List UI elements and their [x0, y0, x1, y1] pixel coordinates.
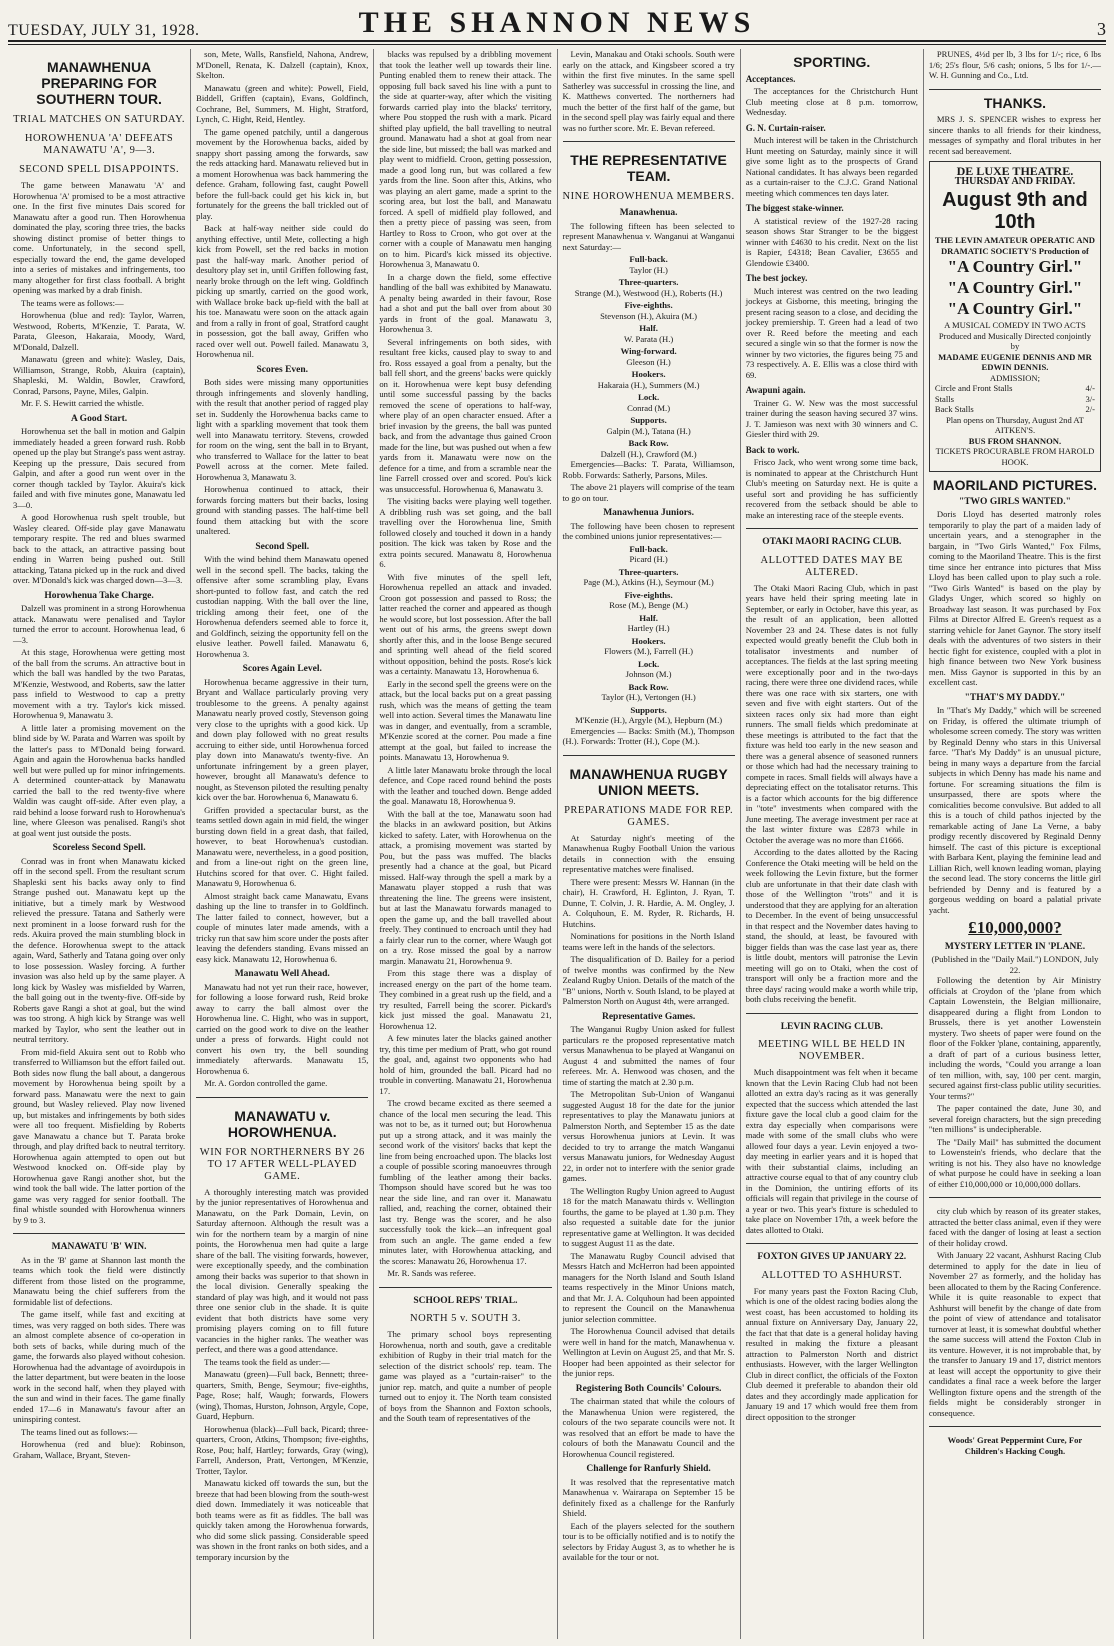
paragraph: Horowhenua (red and blue): Robinson, Graham, Wallace, Bryant, Steven- — [13, 1439, 186, 1460]
team-players: Gleeson (H.) — [626, 356, 671, 367]
paragraph: A little later Manawatu broke through the local defence, and Cope raced round behind the posts with the leather and touched down. Benge added the goal. Manawatu 18, Horowhenua 9. — [379, 764, 552, 806]
section-heading: Manawhenua Juniors. — [603, 508, 694, 518]
team-position: Lock. — [637, 658, 660, 669]
section-heading: Acceptances. — [745, 73, 796, 84]
paragraph: The teams lined out as follows:— — [21, 1426, 138, 1437]
team-players: Flowers (M.), Farrell (H.) — [604, 646, 693, 656]
section-heading: Awapuni again. — [745, 385, 806, 395]
paragraph: Manawatu had not yet run their race, however, for following a loose forward rush, Reid broke away to carry the ball almost over the Horowhenua line. C. Hight, who was in support, carried on the good work to dive on the leather under a press of forwards. Hight could not convert his own try, the bell sounding immediately afterwards. Manawatu 15, Horowhenua 6. — [196, 981, 369, 1076]
team-players: Stevenson (H.), Akuira (M.) — [600, 310, 698, 321]
column-4 — [558, 49, 741, 1639]
paragraph: Horowhenua became aggressive in their turn, Bryant and Wallace particularly proving very troublesome to the greens. A penalty against Manawatu nearly proved costly, Stevenson going very close to the uprights with a good kick. Up and down play followed with no great results accruing to either side, until Horowhenua forced play down into Manawatu's twenty-five. An unfortunate infringement by a green player, however, brought all Manawatu's defence to nought, as Stevenson piloted the resulting penalty kick over the bar. Horowhenua 6, Manawatu 6. — [196, 676, 369, 802]
paragraph: The game itself, while fast and exciting at times, was very ragged on both sides. There was an almost complete absence of co-operation in both sets of backs, while during much of the game, the forwards also played without cohesion. Horowhenua had the advantage of avoirdupois in the latter department, but were beaten in the loose work in the second half, when they played with the sun and wind in their faces. The game finally ended 17—6 in Manawatu's favour after an uninspiring contest. — [13, 1309, 186, 1424]
paragraph: Trainer G. W. New was the most successful trainer during the season having secured 37 wins. J. T. Jamieson was next with 30 winners and C. Giesler third with 29. — [745, 397, 918, 439]
team-position: Lock. — [637, 392, 660, 402]
paragraph: A thoroughly interesting match was provided by the junior representatives of Horowhenua and Manawatu, on the Park Domain, Levin, on Saturday afternoon. Although the result was a win for the northern team by a margin of nine points, the Horowhenua men had quite a large share of the ball. The visiting forwards, however, were exceptionally speedy, and the combination among their backs was superior to that shown in the local division. Generally speaking the standard of play was high, and it would not pass three one senior club in the shade. It is quite evident that both districts have some very promising players coming on to fill future vacancies in the higher ranks. The weather was perfect, and there was a good attendance. — [196, 1186, 369, 1354]
masthead — [8, 6, 1106, 42]
price-label: Back Stalls — [934, 404, 974, 414]
paragraph: The visiting backs were playing well together. A dribbling rush was set going, and the ball travelling over the Horowhenua line, Smith followed closely and touched it down in a handy position. The kick was taken by Rose and the extra points secured. Manawatu 8, Horowhenua 6. — [379, 496, 552, 569]
team-position: Three-quarters. — [618, 566, 679, 577]
paragraph: The Wellington Rugby Union agreed to August 18 for the match Manawatu thirds v. Wellington fourths, the game to be played at 1.30 p.m. They also requested a suitable date for the junior representative game at Wellington. It was decided to suggest August 11 as the date. — [562, 1185, 735, 1248]
ad-bus: BUS FROM SHANNON. — [968, 435, 1062, 446]
headline-sporting: SPORTING. — [793, 54, 871, 70]
dateline: (Published in the "Daily Mail.") LONDON, July 22. — [931, 954, 1099, 975]
team-position: Hookers. — [631, 635, 666, 646]
team-players: Dalzell (H.), Crawford (M.) — [600, 448, 697, 459]
paragraph: Several infringements on both sides, with resultant free kicks, caused play to sway to and fro. Ross essayed a goal from a penalty, but the ball fell short, and the greens' backs were quickly on it. Horowhenua were kept busy defending until some successful passing by the backs removed the scene of operations to half-way, where play of an open character ensued. After a brief invasion by the greens, the ball was punted back, and from the advantage thus gained Croon made for the line, but was pushed out when a few yards from it. Manawatu were now on the defence for a time, and from a scramble near the line Farrell crossed over and scored. Pou's kick was unsuccessful. Horowhenua 6, Manawatu 3. — [379, 336, 552, 494]
ad-show: "A Country Girl." — [947, 299, 1083, 318]
paragraph: Griffen provided a spectacular burst, as the teams settled down again in mid field, the winger bursting down field in a great dash, that failed, however, to beat Horowhenua's custodian. Manawatu were, nevertheless, in a good position, and from a line-out right on the green line, Hutchins scored for that over. C. Hight failed. Manawatu 9, Horowhenua 6. — [196, 804, 369, 888]
team-position: Back Row. — [628, 438, 669, 448]
paragraph: Much disappointment was felt when it became known that the Levin Racing Club had not been allotted an extra day's racing as it was generally expected that the success which attended the last fixture gave the local club a good claim for the extra day especially when comparisons were made with some of the small clubs who were allowed four days a year. Levin enjoyed a two-day meeting in earlier years and it is hoped that with their substantial claims, including an attractive course equal to that of any country club in the Dominion, the untiring efforts of its officials will regain that privilege in the course of a year or two. This year's fixture is scheduled to take place on November 17th, a week before the dates allotted to Otaki. — [745, 1067, 918, 1235]
team-position: Supports. — [630, 415, 667, 425]
team-position: Back Row. — [628, 681, 669, 692]
ad-show: "A Country Girl." — [947, 257, 1083, 276]
paragraph: The game opened patchily, until a dangerous movement by the Horowhenua backs, aided by snappy short passing among the forwards, saw the reds attacking hard. Manawatu relieved but in a moment Horowhenua was back hammering the defence. Graham, following fast, caught Powell before the full-back could get his kick in, but fortunately for the greens the ball trickled out of play. — [196, 126, 369, 221]
paragraph: Dalzell was prominent in a strong Horowhenua attack. Manawatu were penalised and Taylor turned the error to account. Horowhenua lead, 6—3. — [13, 603, 186, 645]
paragraph: Manawatu (green)—Full back, Bennett; three-quarters, Smith, Benge, Seymour; five-eighths, Page, Rose; half, Waugh; forwards, Flowers (wing), Thomas, Hurston, Johnson, Argyle, Cope, Guard, Hepburn. — [196, 1369, 369, 1421]
paragraph: The Wanganui Rugby Union asked for fullest particulars re the proposed representative match versus Manawhenua to be played at Wanganui on August 4 and submitted the names of four referees. Mr. A. Henwood was chosen, and the time of starting the match at 2.30 p.m. — [562, 1024, 735, 1087]
team-position: Three-quarters. — [618, 277, 679, 287]
section-heading: Back to work. — [745, 444, 800, 455]
section-heading: Representative Games. — [601, 1011, 696, 1022]
paragraph: The above 21 players will comprise of the team to go on tour. — [562, 482, 735, 503]
paragraph: The game between Manawatu 'A' and Horowhenua 'A' promised to be a most attractive one. In the first five minutes Dais scored for Manawatu after a good run. Then Horowhenua dominated the play, scoring three tries, the backs showing distinct promise of better things to come. Unfortunately, in the second spell, especially toward the end, the game developed into a series of mistakes and infringements, too many altogether for first class football. A bright opening was marked by a drab finish. — [13, 180, 186, 295]
section-heading: Second Spell. — [255, 541, 310, 552]
paragraph: The following fifteen has been selected to represent Manawhenua v. Wanganui at Wanganui next Saturday:— — [562, 220, 735, 252]
column-6 — [924, 49, 1106, 1639]
section-heading: Scores Even. — [256, 364, 309, 375]
price-label: Circle and Front Stalls — [934, 383, 1013, 393]
paragraph: Much interest was centred on the two leading jockeys at Gisborne, this meeting, bringing the present racing season to a close, and deciding the jockey premiership. T. Green had a lead of two over R. Reed before the meeting and each secured a single win so that the former is now the winner by two victories, the figures being 75 and 73 respectively. A. E. Ellis was a close third with 69. — [745, 285, 918, 380]
headline-maoriland: MAORILAND PICTURES. — [932, 477, 1097, 493]
team-position: Wing-forward. — [620, 346, 677, 356]
paragraph: Manawatu (green and white): Powell, Field, Biddell, Griffen (captain), Evans, Goldfinch, Cochrane, Bel, Summers, M. Hight, Stratford, Lynch, C. Hight, Reid, Hentley. — [196, 82, 369, 124]
page-number: 3 — [1097, 19, 1106, 39]
section-heading: Manawatu Well Ahead. — [234, 969, 330, 979]
price-row — [935, 394, 1095, 405]
team-players: Taylor (H.) — [629, 264, 668, 275]
headline-manawatu-b: MANAWATU 'B' WIN. — [51, 1242, 147, 1252]
price-row — [935, 404, 1095, 415]
paragraph: The disqualification of D. Bailey for a period of twelve months was confirmed by the New Zealand Rugby Union. Details of the match of the "B" unions, North v. South Island, to be played at Palmerston North on August 4th, were arranged. — [562, 954, 735, 1006]
headline-mystery-letter: MYSTERY LETTER IN 'PLANE. — [944, 941, 1086, 952]
paragraph: From this stage there was a display of increased energy on the part of the home team. They combined in a great rush up the field, and a try resulted, Farrell being the scorer. Pickard's kick just missed the goal. Manawatu 21, Horowhenua 12. — [379, 968, 552, 1031]
team-players: M'Kenzie (H.), Argyle (M.), Hepburn (M.) — [575, 715, 723, 725]
columns — [8, 49, 1106, 1639]
subhead: HOROWHENUA 'A' DEFEATS MANAWATU 'A', 9—3. — [24, 133, 174, 156]
paragraph: As in the 'B' game at Shannon last month the teams which took the field were distinctly different from those listed on the programme, Manawatu being the chief sufferers from the formidable list of defections. — [13, 1254, 186, 1307]
paragraph: Doris Lloyd has deserted matronly roles temporarily to play the part of a maiden lady of uncertain years, and a stenographer in the bargain, in "Two Girls Wanted," Fox Films, coming to the Maoriland Theatre. This is the first time since her entrance into pictures that Miss Lloyd has been called upon to play such a role. "Two Girls Wanted" is based on the play by Gladys Unger, which scored so highly on Broadway last season. It was purchased by Fox Films at Director Alfred E. Green's request as a starring vehicle for Janet Gaynor. The story itself deals with the adventures of two sisters in their hectic fight for existence, coupled with a plot in high finance between two New York business men. Miss Gaynor is supported in this by an excellent cast. — [928, 509, 1102, 687]
team-players: Conrad (M.) — [627, 402, 671, 413]
section-heading: Scoreless Second Spell. — [52, 843, 146, 853]
paragraph: Mr. R. Sands was referee. — [387, 1268, 476, 1278]
thanks-notice: MRS J. S. SPENCER wishes to express her sincere thanks to all friends for their kindness, messages of sympathy and floral tributes in her recent sad bereavement. — [928, 114, 1102, 156]
paragraph: Levin, Manakau and Otaki schools. South were early on the attack, and Kingsbeer scored a try within the first five minutes. In the same spell Satherley was successful in crossing the line, and K. Matthews converted. The northerners had much the better of the first half of the game, but in the second spell play was fairly equal and there was no further score. Mr. E. Bevan refereed. — [562, 49, 735, 133]
paragraph: Frisco Jack, who went wrong some time back, is nominated to appear at the Christchurch Hunt Club's meeting on Saturday next. He is quite a useful sort and providing he has sufficiently recovered from the setback should be able to make an interesting race of the steeple events. — [745, 457, 918, 520]
paragraph: A good Horowhenua rush spelt trouble, but Wasley cleared. Off-side play gave Manawatu temporary respite. The red and blues swarmed back to the attack, an attractive passing bout ending in Warren being pushed out. Still attacking, Tatana picked up in the ruck and dived over. M'Donald's kick was charged down—3—3. — [13, 512, 186, 585]
subhead: NINE HOROWHENUA MEMBERS. — [562, 191, 735, 202]
headline-foxton: FOXTON GIVES UP JANUARY 22. — [757, 1252, 907, 1262]
team-position: Hookers. — [631, 369, 666, 379]
column-1 — [8, 49, 191, 1639]
paragraph: Emergencies—Backs: T. Parata, Williamson, Robb. Forwards: Satherly, Parsons, Miles. — [562, 459, 735, 480]
paragraph: In "That's My Daddy," which will be screened on Friday, is offered the ultimate triumph of wholesome screen comedy. The story was written by Reginald Denny who stars in this Universal farce. "That's My Daddy" is an unusual picture, being in many ways a departure from the farcial subjects in which Denny has made his name and fortune. For screaming situations the film is unsurpassed, there are spots where the comicalities become convulsive. But added to all this is a touch of child pathos injected by the remarkable acting of Jane La Verne, a baby prodigy recently discovered by Reginald Denny himself. The cast of this picture is exceptional with Barbara Kent, playing the feminine lead and Lillian Rich, well known leading woman, playing the second lead. The story concerns the little girl befriended by Denny and is featured by a gorgeous wedding on board a palatial private yacht. — [928, 705, 1102, 915]
paragraph: Manawatu (green and white): Wasley, Dais, Williamson, Strange, Robb, Akuira (captain), Shapleski, M. Waldin, Bowler, Crawford, Conrad, Parsons, Payne, Miles, Galpin. — [13, 354, 186, 396]
paragraph: blacks was repulsed by a dribbling movement that took the leather well up towards their line. Punting enabled them to renew their attack. The opposing full back saved his line with a punt to the side at quarter-way, after which the visiting forwards carried play into the blacks' territory, where Pou stopped the rush with a mark. Picard shifted play upfield, the ball travelling to neutral ground. Manawatu had a shot at goal from near the side line, but missed; the ball was marked and play went to midfield. Croon, getting possession, made a good long run, but was collared a few yards from the line. Soon after this, Atkins, who was playing an alert game, made a sprint to the scoring area, but lost the ball, and Manawatu forced. A spell of midfield play followed, and then a pretty piece of passing was seen, from Hartley to Ross to Croon, who got over at the corner with a couple of Manawatu men hanging on to him. Picard's kick missed its objective. Horowhenua 3, Manawatu 0. — [379, 49, 552, 269]
paragraph: Manawatu kicked off towards the sun, but the breeze that had been blowing from the south-west died down. Immediately it was noticeable that both teams were as fit as fiddles. The ball was quickly taken among the Horowhenua forwards, who did some slick passing. Considerable speed was shown in the front ranks on both sides, and a temporary incursion by the — [196, 1478, 369, 1562]
team-players: Strange (M.), Westwood (H.), Roberts (H.) — [574, 287, 723, 298]
advert-prunes: PRUNES, 4½d per lb, 3 lbs for 1/-; rice, 6 lbs 1/6; 25's flour, 5/6 cash; onions, 5 lbs for 1/-.—W. H. Gunning and Co., Ltd. — [928, 49, 1102, 80]
subhead: PREPARATIONS MADE FOR REP. GAMES. — [564, 804, 734, 828]
team-position: Full-back. — [629, 543, 668, 554]
team-players: Page (M.), Atkins (H.), Seymour (M.) — [583, 577, 714, 587]
price-row — [935, 383, 1095, 394]
headline-manawatu-v-horowhenua: MANAWATU v. HOROWHENUA. — [227, 1107, 337, 1140]
newspaper-title: THE SHANNON NEWS — [358, 6, 756, 39]
paragraph: Mr. A. Gordon controlled the game. — [204, 1078, 328, 1088]
paragraph: Each of the players selected for the southern tour is to be officially notified and is to notify the selectors by Friday August 3, as to whether he is available for the tour or not. — [562, 1520, 735, 1562]
team-position: Full-back. — [629, 254, 668, 264]
price-value: 4/- — [1085, 383, 1096, 393]
price-value: 2/- — [1085, 404, 1096, 414]
paragraph: Following the detention by Air Ministry officials at Croydon of the 'plane from which Captain Lowenstein, the Belgian millionaire, disappeared during a flight from London to Brussels, there is yet another Lowenstein mystery. Two sheets of paper were found on the floor of the Fokker 'plane, containing, apparently, a draft of part of a curious business letter, including the words, "Could you arrange a loan of ten million, with, say, 100 per cent. margin, secured against first-class public utility securities. Your terms?" — [928, 975, 1102, 1101]
paragraph: The following have been chosen to represent the combined unions junior representatives:— — [562, 520, 735, 541]
paragraph: Early in the second spell the greens were on the attack, but the local backs put on a great passing rush, which was the means of getting the team well into action. Several times the Manawatu line was in danger, and eventually, from a scramble, M'Kenzie scored at the corner. Pou made a fine attempt at the goal, but failed to increase the points. Manawatu 13, Horowhenua 9. — [379, 678, 552, 762]
paragraph: Horowhenua (blue and red): Taylor, Warren, Westwood, Roberts, M'Kenzie, T. Parata, W. Parata, Gleeson, Hakaraia, Moody, Ward, M'Donald, Dalzell. — [13, 310, 186, 352]
headline-school-reps: SCHOOL REPS' TRIAL. — [413, 1295, 518, 1306]
column-2 — [191, 49, 374, 1639]
paragraph: Nominations for positions in the North Island teams were left in the hands of the selectors. — [562, 931, 735, 952]
subhead: SECOND SPELL DISAPPOINTS. — [19, 164, 180, 175]
paragraph: The "Daily Mail" has submitted the document to Lowenstein's friends, who declare that the writing is not his. They also have no knowledge of what purpose he could have in seeking a loan of either £10,000,000 or 10,000,000 dollars. — [928, 1136, 1102, 1189]
paragraph: The teams were as follows:— — [21, 297, 124, 308]
headline-union-meets: MANAWHENUA RUGBY UNION MEETS. — [569, 765, 728, 798]
section-heading: G. N. Curtain-raiser. — [745, 122, 826, 133]
paragraph: A statistical review of the 1927-28 racing season shows Star Stranger to be the biggest winner with £4630 to his credit. Next on the list is Rapier, £4318; Bean Cavalier, £3655 and Glendowie £3400. — [745, 215, 918, 268]
headline-ten-million: £10,000,000? — [968, 918, 1062, 937]
paragraph: The Horowhenua Council advised that details were well in hand for the match, Manawhenua v. Wellington at Levin on August 25, and that Mr. S. Hooper had been appointed as their selector for the junior reps. — [562, 1326, 735, 1378]
paragraph: A few minutes later the blacks gained another try, this time per medium of Pratt, who got round the goal, and, against two opponents who had hold of him, grounded the ball. Picard had no trouble in converting. Manawatu 21, Horowhenua 17. — [379, 1033, 552, 1096]
headline-representative-team: THE REPRESENTATIVE TEAM. — [570, 152, 727, 184]
paragraph: There were present: Messrs W. Hannan (in the chair), H. Crawford, H. Eglinton, J. Ryan, T. Dunne, T. Colvin, J. R. Hardie, A. M. Ongley, J. A. Colquhoun, E. M. Ryder, R. Richards, H. Hutchins. — [562, 876, 735, 929]
team-position: Half. — [639, 612, 659, 623]
paragraph: The Metropolitan Sub-Union of Wanganui suggested August 18 for the date for the junior representatives to play the Manawatu juniors at Palmerston North, and September 15 as the date versus Horowhenua juniors at Levin. It was decided to try to arrange the match Wanganui versus Manawatu juniors, for Wednesday August 22, in order not to interfere with the senior grade games. — [562, 1089, 735, 1183]
paragraph: Mr. F. S. Hewitt carried the whistle. — [21, 398, 144, 408]
paragraph: The Otaki Maori Racing Club, which in past years have held their spring meeting late in September, or early in October, have this year, as the result of an application, been allotted November 23 and 24. These dates is not fully expected would greatly benefit the Club both in totalisator investments and number of acceptances. The fields at the last spring meeting were exceptionally poor and in the two-days racing, there were three one dividend races, while there was one race with six starters, one with seven and five with eight starters. Out of the sixteen races only six had more than eight runners. The small fields which predominate at these meetings is attributed to the fact that the fixture was held too early in the new season and there was a general absence of seasoned runners or those which had had the necessary training to compete in races. Small fields will always have a depreciating effect on the totalisator returns. This is a factor which accounts for the big difference in "tote" investments when compared with the June meeting. The average investment per race at the last winter fixture was £2873 while in October the average was no more than £1666. — [745, 582, 918, 845]
paragraph: For many years past the Foxton Racing Club, which is one of the oldest racing bodies along the west coast, has been accustomed to holding its annual fixture on Anniversary Day, January 22, the fact that that date is a general holiday having resulted in making the fixture a pleasant attraction to Palmerston North and district enthusiasts. However, with the larger Wellington Club in direct conflict, the officials of the Foxton Club deemed it preferable to abandon their old dates and they accordingly made application for January 19 and 17 which would free them from direct opposition to the stronger — [745, 1285, 918, 1422]
subhead: ALLOTTED DATES MAY BE ALTERED. — [760, 554, 903, 578]
team-players: Hartley (H.) — [627, 623, 670, 633]
paragraph: Almost straight back came Manawatu, Evans dashing up the line to transfer in to Goldfinch. The latter failed to connect, however, but a couple of minutes later made amends, with a tricky run that saw him score under the posts after leaving the defenders standing. Evans missed an easy kick. Manawatu 12, Horowhenua 6. — [196, 890, 369, 964]
paragraph: It was resolved that the representative match Manawhenua v. Wairarapa on September 15 be definitely fixed as a challenge for the Ranfurly Shield. — [562, 1476, 735, 1518]
ad-directors: MADAME EUGENIE DENNIS AND MR EDWIN DENNIS. — [938, 351, 1092, 372]
paragraph: Back at half-way neither side could do anything effective, until Mete, collecting a high kick from Powell, set the red backs in motion past the half-way mark. Another period of desultory play set in, until Griffen following fast, nearly broke through on the left wing. Goldfinch picking up smartly, carried on the good work, with Wallace broke back up-field with the ball at his toe. Manawatu were soon on the attack again and from a rally in front of goal, Stratford caught in possession, got the ball away, Griffen who raced over well out. Powell failed. Manawatu 3, Horowhenua nil. — [196, 223, 369, 359]
paragraph: According to the dates allotted by the Racing Conference the Otaki meeting will be held on the week following the Levin fixture, but the former club are unfortunate in that their date clash with those of the Wellington "trots" and it is understood that they are applying for an alteration to December. In the event of being unsuccessful in that respect and the November dates having to stand, the should, at least, be favoured with bigger fields than was the case last year as, there is little doubt, mentors will patronise the Levin meeting will go on to Otaki, when the cost of transport will only be a fraction more and the three days' racing would make a worth while trip, both clubs receiving the benefit. — [745, 847, 918, 1004]
ad-admission: ADMISSION; — [989, 372, 1041, 383]
paragraph: At this stage, Horowhenua were getting most of the ball from the scrums. An attractive bout in which the ball was handled by the two Paratas, M'Kenzie, Westwood, and Roberts, saw the latter pass infield to Westwood to cap a pretty movement with a try. Taylor's kick missed. Horowhenua 9, Manawatu 3. — [13, 647, 186, 720]
paragraph: The acceptances for the Christchurch Hunt Club meeting close at 8 p.m. tomorrow, Wednesday. — [745, 86, 918, 117]
paragraph: With January 22 vacant, Ashhurst Racing Club determined to apply for the date in lieu of November 27 as formerly, and the holiday has been allocated to them by the Racing Conference. While it is quite reasonable to expect that Ashhurst will benefit by the change of date from the point of view of attendance and totalisator turnover at least, it is somewhat doubtful whether the same success will attend the Foxton Club in its venture. However, it is not improbable that, by the transfer to January 19 and 17, district mentors at least will accept the opportunity to give their candidates a final race a week before the larger Wellington fixture opens and the strength of the fields might be considerably stronger in consequence. — [928, 1250, 1102, 1418]
paragraph: Much interest will be taken in the Christchurch Hunt meeting on Saturday, mainly since it will give some light as to the prospects of Grand National candidates. It has always been regarded as a curtain-raiser to the C.J.C. Grand National meeting which commences ten days later. — [745, 135, 918, 198]
paragraph: Emergencies — Backs: Smith (M.), Thompson (H.). Forwards: Trotter (H.), Cope (M.). — [562, 725, 735, 746]
paragraph: The paper contained the date, June 30, and several foreign characters, but the sign preceding "ten millions" is undecipherable. — [928, 1103, 1102, 1134]
paragraph: At Saturday night's meeting of the Manawhenua Rugby Football Union the various details in connection with the ensuing representative matches were finalised. — [562, 832, 735, 874]
price-value: 3/- — [1085, 393, 1096, 404]
section-heading: The biggest stake-winner. — [745, 203, 844, 213]
thanks-heading: THANKS. — [983, 94, 1047, 111]
paragraph: The chairman stated that while the colours of the Manawhenua Union were registered, the colours of the two separate councils were not. It was resolved that an effort be made to have the colours of both the Manawatu Council and the Horowhenua Council registered. — [562, 1396, 735, 1459]
ad-dates: August 9th and 10th — [942, 189, 1088, 233]
paragraph: The Manawatu Rugby Council advised that Messrs Hatch and McHerron had been appointed managers for the North Island and South Island teams respectively in the Minor Unions match, and that Mr. J. A. Colquhoun had been appointed to represent the Council on the Manawhenua junior selection committee. — [562, 1250, 735, 1324]
section-heading: A Good Start. — [70, 413, 128, 424]
paragraph: From mid-field Akuira sent out to Robb who transferred to Williamson but the effort failed out. Both sides now flung the ball about, a dangerous movement by Horowhenua being spoilt by a forward pass. Manawatu were the next to gain ground, but Wasley relieved. Play now livened up, but mistakes and infringements by both sides were all too frequent. Misfielding by Roberts gave Manawatu a chance but T. Parata broke through, and play drifted back to neutral territory. Horowhenua again attempted to open out but Westwood knocked on. Off-side play by Horowhenua gave Rangi another shot, but the wind took the ball wide. The latter portion of the game was very ragged for senior football. The final whistle sounded with Horowhenua winners by 9 to 3. — [13, 1046, 186, 1225]
paragraph: With the wind behind them Manawatu opened well in the second spell. The backs, taking the offensive after some scrambling play, Evans short-punted to follow fast, and catch the red custodian napping. With the ball over the line, trickling among their feet, one of the Horowhenua defenders seemed able to force it, and Goldfinch, seizing the opportunity fell on the elusive leather. Powell failed. Manawatu 6, Horowhenua 3. — [196, 554, 369, 659]
section-heading: Registering Both Councils' Colours. — [575, 1383, 722, 1394]
headline-levin: LEVIN RACING CLUB. — [780, 1021, 883, 1032]
theatre-advert — [929, 161, 1101, 472]
price-label: Stalls — [934, 393, 954, 404]
ad-days: THURSDAY AND FRIDAY. — [954, 175, 1076, 187]
paragraph: Conrad was in front when Manawatu kicked off in the second spell. From the resultant scrum Shapleski sent his backs away only to find Strange pushed out. Manawatu kept up the initiative, but a timely mark by Westwood relieved the pressure. Tatana and Satherly were next prominent in a loose forward rush for the reds. Akuira proved the main stumbling block in the defence. Horowhenua swept to the attack again, Ward, Satherly and Tatana going over only to lose possession. Wasley forcing. A further invasion was also held up by the same player. A long kick by Wasley was misfielded by Warren, the ball going out in the twenty-five. Off-side by Roberts gave Rangi a shot at goal, but the wind was too strong. A high kick by Strange was well marked by Taylor, who sent the leather out in neutral territory. — [13, 855, 186, 1044]
paragraph: Horowhenua continued to attack, their forwards forcing matters but their backs, losing ground with standing passes. The half-time bell found them attacking but with the score unaltered. — [196, 484, 369, 536]
team-position: Half. — [639, 323, 659, 333]
team-players: Rose (M.), Benge (M.) — [609, 600, 688, 610]
paragraph: Horowhenua (black)—Full back, Picard; three-quarters, Croon, Atkins, Thompson; five-eighths, Rose, Pou; half, Hartley; forwards, Gray (wing), Farrell, Anderson, Pratt, Vertongen, M'Kenzie, Trotter, Taylor. — [196, 1423, 369, 1476]
ad-show: "A Country Girl." — [947, 278, 1083, 297]
issue-date: TUESDAY, JULY 31, 1928. — [8, 22, 200, 39]
paragraph: son, Mete, Walls, Ransfield, Nahona, Andrew, M'Donell, Renata, K. Dalzell (captain), Knox, Skelton. — [196, 49, 369, 80]
ad-description: A MUSICAL COMEDY IN TWO ACTS Produced and Musically Directed conjointly by — [938, 320, 1092, 351]
section-heading: Scores Again Level. — [242, 664, 322, 674]
team-players: Galpin (M.), Tatana (H.) — [606, 425, 691, 436]
paragraph: In a charge down the field, some effective handling of the ball was exhibited by Manawatu. A penalty being awarded in their favour, Rose had a shot and put the ball over from about 30 yards in front of the goal. Manawatu 3, Horowhenua 3. — [379, 271, 552, 334]
section-heading: Challenge for Ranfurly Shield. — [586, 1464, 711, 1474]
column-5 — [741, 49, 924, 1639]
paragraph: The primary school boys representing Horowhenua, north and south, gave a creditable exhibition of Rugby in their trial match for the selection of the district schools' rep. team. The game was played as a "curtain-raiser" to the junior rep. match, and quite a number of people turned out to enjoy it. The North team consisted of boys from the Shannon and Foxton schools, and the South team of representatives of the — [379, 1329, 552, 1423]
team-position: Five-eighths. — [624, 589, 673, 600]
ad-society: THE LEVIN AMATEUR OPERATIC AND DRAMATIC SOCIETY'S Production of — [934, 235, 1095, 256]
film-title: "THAT'S MY DADDY." — [964, 692, 1066, 703]
team-players: W. Parata (H.) — [623, 333, 674, 344]
subhead: TRIAL MATCHES ON SATURDAY. — [13, 114, 186, 125]
paragraph: Both sides were missing many opportunities through infringements and slovenly handling, with the result that another period of ragged play set in. Suddenly the Horowhenua backs came to light with a sparkling movement that took them well into Manawatu territory. Stevens, crowded for room on the wing, sent the ball in to Bryant, who transferred to Wallace for the latter to beat Powell across at the corner. Mete failed. Horowhenua 3, Manawatu 3. — [196, 377, 369, 482]
paragraph: With the ball at the toe, Manawatu soon had the blacks in an awkward position, but Atkins kicked to safety. Later, with Horowhenua on the attack, a promising movement was started by Pou, but the pass was muffed. The blacks presently had a chance at the goal, but Picard missed. Half-way through the spell a mark by a Manawatu player stopped a rush that was threatening the line. The greens were insistent, but at last the Manawatu forwards managed to open the game up, and the ball travelled about freely. They continued to encroach until they had a fairly clear run to the corner, where Waugh got on a try. Rose missed the goal by a narrow margin. Manawatu 21, Horowhenua 9. — [379, 808, 552, 966]
section-heading: The best jockey. — [745, 273, 808, 283]
ad-plan: Plan opens on Thursday, August 2nd AT AITKEN'S. — [945, 414, 1084, 435]
section-heading: Horowhenua Take Charge. — [44, 590, 154, 601]
ad-tickets: TICKETS PROCURABLE FROM HAROLD HOOK. — [935, 446, 1095, 467]
paragraph: city club which by reason of its greater stakes, attracted the better class animal, even if they were faced with the danger of losing at least a section of their holiday crowd. — [928, 1206, 1102, 1248]
paragraph: The teams took the field as under:— — [204, 1356, 330, 1367]
paragraph: A little later a promising movement on the blind side by W. Parata and Warren was spoilt by the latter's pass to M'Donald being forward. Again and again the Horowhenua backs handled well but were pulled up for minor infringements. A determined counter-attack by Manawatu carried the ball to the red twenty-five where Waldin was caught off-side. After even play, a raid behind a loose forward rush to Horowhenua's line, where Gleeson was penalised. Rangi's shot at goal went just outside the posts. — [13, 722, 186, 838]
subhead: MEETING WILL BE HELD IN NOVEMBER. — [758, 1039, 906, 1062]
team-players: Taylor (H.), Vertongen (H.) — [601, 692, 696, 702]
paragraph: The crowd became excited as there seemed a chance of the local men securing the lead. This was not to be, as it turned out; but Horowhenua put up a strong attack, and it was mainly the second work of the visitors' backs that kept the line from being encroached upon. The blacks lost a couple of possible scoring manoeuvres through fumbling of the leather among their backs. Thompson should have scored but he was too near the side line, and ran over it. Manawatu rallied, and, reaching the corner, obtained their last try. Benge was the scorer, and he also successfully took the kick—an infrequent goal from such an angle. The game ended a few minutes later, with Horowhenua attacking, and the scores: Manawatu 26, Horowhenua 17. — [379, 1098, 552, 1266]
paragraph: Horowhenua set the ball in motion and Galpin immediately headed a green forward rush. Robb opened up the play but Strange's pass went astray. Keeping up the pressure, Dais secured from Galpin, and after a good run went over in the corner though tackled by Taylor. Akuira's kick failed and with five minutes gone, Manawatu led 3—0. — [13, 426, 186, 510]
team-players: Picard (H.) — [629, 554, 668, 564]
section-heading: Manawhenua. — [619, 208, 678, 218]
team-players: Hakaraia (H.), Summers (M.) — [597, 379, 700, 390]
column-3 — [374, 49, 557, 1639]
headline-otaki: OTAKI MAORI RACING CLUB. — [762, 537, 902, 547]
team-players: Johnson (M.) — [625, 669, 672, 679]
headline-manawhenua-tour: MANAWHENUA PREPARING FOR SOUTHERN TOUR. — [36, 59, 162, 107]
subhead: NORTH 5 v. SOUTH 3. — [410, 1313, 521, 1324]
team-position: Supports. — [630, 704, 667, 715]
subhead: WIN FOR NORTHERNERS BY 26 TO 17 AFTER WELL-PLAYED GAME. — [199, 1146, 365, 1182]
advert-peppermint-cure: Woods' Great Peppermint Cure, For Children's Hacking Cough. — [947, 1435, 1083, 1456]
film-title: "TWO GIRLS WANTED." — [958, 496, 1071, 507]
paragraph: With five minutes of the spell left, Horowhenua repelled an attack and invaded. Croon got possession and passed to Ross; the latter reached the corner and appeared as though he would score, but lost possession. After the ball went out of his arms, the greens swept down shortly after this, and in the loose Benge secured and sprinting well ahead of the field scored without opposition, behind the posts. Rose's kick was a certainty. Manawatu 13, Horowhenua 6. — [379, 571, 552, 676]
subhead: ALLOTTED TO ASHHURST. — [761, 1269, 903, 1281]
team-position: Five-eighths. — [624, 300, 673, 310]
theatre-name: DE LUXE THEATRE. — [956, 164, 1074, 178]
